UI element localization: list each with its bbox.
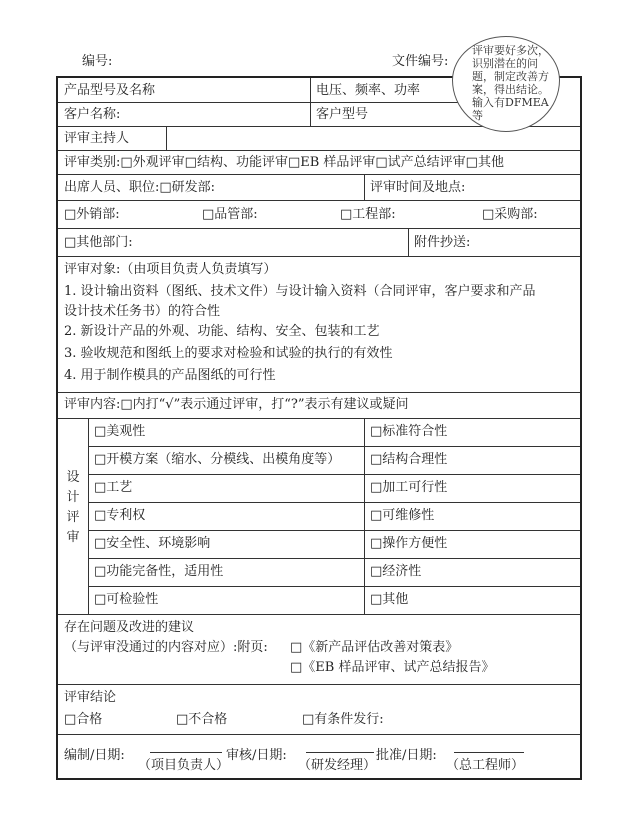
prepared-label: 编制/日期:	[64, 748, 125, 763]
object-item1-line1: 1. 设计输出资料（图纸、技术文件）与设计输入资料（合同评审，客户要求和产品	[64, 284, 536, 299]
attendees-label: 出席人员、职位:□研发部:	[64, 180, 216, 195]
review-item-left: □安全性、环境影响	[94, 536, 211, 551]
reviewed-role: （研发经理）	[298, 758, 377, 773]
objects-title: 评审对象:（由项目负责人负责填写）	[64, 262, 277, 277]
object-item4: 4. 用于制作模具的产品图纸的可行性	[64, 368, 276, 383]
callout-text: 评审要好多次，识别潜在的问题，制定改善方案，得出结论。输入有DFMEA等	[472, 44, 549, 122]
design-review-side	[58, 418, 88, 614]
attachment-cc-label: 附件抄送:	[414, 235, 471, 250]
issues-subtitle: （与评审没通过的内容对应）:附页:	[64, 640, 268, 655]
dept-quality: □品管部:	[202, 207, 258, 222]
review-item-right: □其他	[370, 592, 409, 607]
review-item-left: □功能完备性，适用性	[94, 564, 224, 579]
review-item-left: □可检验性	[94, 592, 159, 607]
review-item-left: □开模方案（缩水、分模线、出模角度等）	[94, 452, 341, 467]
conclusion-fail: □不合格	[176, 712, 228, 727]
voltage-label: 电压、频率、功率	[316, 83, 421, 98]
object-item2: 2. 新设计产品的外观、功能、结构、安全、包装和工艺	[64, 324, 380, 339]
object-item3: 3. 验收规范和图纸上的要求对检验和试验的执行的有效性	[64, 346, 393, 361]
dept-engineering: □工程部:	[340, 207, 396, 222]
customer-name-label: 客户名称:	[64, 107, 121, 122]
prepared-role: （项目负责人）	[138, 758, 230, 773]
review-item-right: □加工可行性	[370, 480, 448, 495]
review-time-place-label: 评审时间及地点:	[370, 180, 466, 195]
review-item-right: □操作方便性	[370, 536, 448, 551]
content-note: 评审内容:□内打“√”表示通过评审，打“?”表示有建议或疑问	[64, 397, 409, 412]
conclusion-pass: □合格	[64, 712, 103, 727]
review-item-left: □专利权	[94, 508, 146, 523]
dept-purchasing: □采购部:	[482, 207, 538, 222]
review-form	[56, 76, 582, 780]
review-host-label: 评审主持人	[64, 131, 130, 146]
product-model-label: 产品型号及名称	[64, 83, 156, 98]
review-item-left: □工艺	[94, 480, 133, 495]
dept-other: □其他部门:	[64, 235, 133, 250]
approved-role: （总工程师）	[446, 758, 525, 773]
issues-title: 存在问题及改进的建议	[64, 620, 195, 635]
review-item-left: □美观性	[94, 424, 146, 439]
dept-sales: □外销部:	[64, 207, 120, 222]
number-label: 编号:	[82, 54, 113, 69]
design-review-label: 设计评审	[66, 470, 80, 545]
reviewed-label: 审核/日期:	[226, 748, 287, 763]
review-type-row: 评审类别:□外观评审□结构、功能评审□EB 样品评审□试产总结评审□其他	[64, 155, 504, 170]
review-item-right: □结构合理性	[370, 452, 448, 467]
object-item1-line2: 设计技术任务书）的符合性	[64, 304, 221, 319]
customer-model-label: 客户型号	[316, 107, 369, 122]
conclusion-conditional: □有条件发行:	[302, 712, 384, 727]
issues-attach2: □《EB 样品评审、试产总结报告》	[290, 660, 495, 675]
conclusion-title: 评审结论	[64, 690, 117, 705]
file-number-label: 文件编号:	[392, 54, 449, 69]
review-item-right: □可维修性	[370, 508, 435, 523]
approved-label: 批准/日期:	[376, 748, 437, 763]
review-item-right: □标准符合性	[370, 424, 448, 439]
review-item-right: □经济性	[370, 564, 422, 579]
issues-attach1: □《新产品评估改善对策表》	[290, 640, 459, 655]
